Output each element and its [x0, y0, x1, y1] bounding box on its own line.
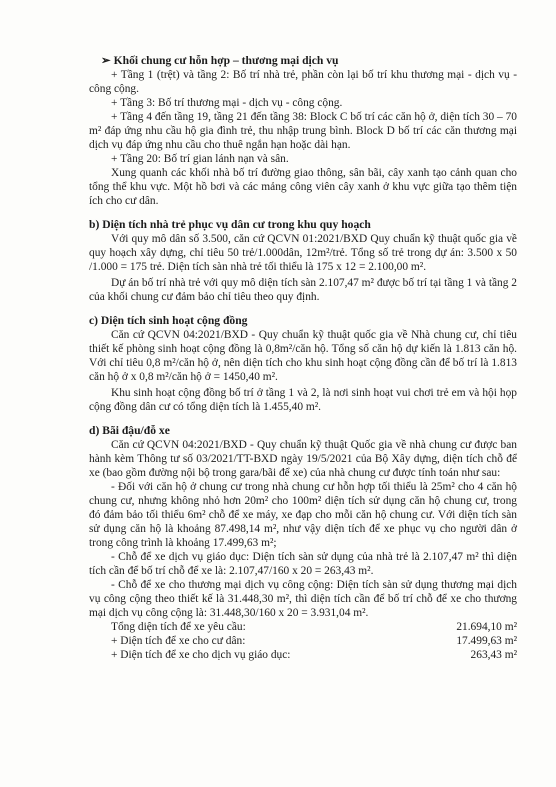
- total-row-required: [89, 620, 517, 634]
- block-item-2: + Tầng 3: Bố trí thương mại - dịch vụ - công cộng.: [111, 97, 343, 109]
- section-c-title: c) Diện tích sinh hoạt cộng đồng: [89, 314, 248, 327]
- section-c-paragraph-2: Khu sinh hoạt cộng đồng bố trí ở tầng 1 và 2, là nơi sinh hoạt vui chơi trẻ em và hội họp cộng đồng dân cư có tổng diện tích là 1.455,40 m².: [89, 387, 517, 413]
- section-b-paragraph-2: Dự án bố trí nhà trẻ với quy mô diện tích sàn 2.107,47 m² được bố trí tại tầng 1 và tầng 2 của khối chung cư đảm bảo chỉ tiêu theo quy định.: [89, 277, 517, 303]
- section-d-paragraph-3: - Chỗ để xe dịch vụ giáo dục: Diện tích sàn sử dụng của nhà trẻ là 2.107,47 m² thì diện tích cần để bố trí chỗ để xe là: 2.107,47/160 x 20 = 263,43 m².: [89, 551, 517, 577]
- block-item-4: + Tầng 20: Bố trí gian lánh nạn và sân.: [111, 153, 289, 165]
- section-d-paragraph-1: Căn cứ QCVN 04:2021/BXD - Quy chuẩn kỹ thuật Quốc gia về nhà chung cư được ban hành kèm Thông tư số 03/2021/TT-BXD ngày 19/5/2021 của Bộ Xây dựng, diện tích chỗ để xe (bao gồm đường nội bộ trong gara/bãi để xe) của nhà chung cư được tính toán như sau:: [89, 439, 517, 479]
- total-value: 263,43 m²: [470, 649, 517, 661]
- total-row-education: [89, 648, 517, 662]
- total-value: 17.499,63 m²: [456, 635, 517, 647]
- total-label: + Diện tích để xe cho dịch vụ giáo dục:: [111, 649, 291, 661]
- total-row-residents: [89, 634, 517, 648]
- section-d-title: d) Bãi đậu/đỗ xe: [89, 424, 170, 437]
- total-label: + Diện tích để xe cho cư dân:: [111, 635, 246, 647]
- total-value: 21.694,10 m²: [456, 621, 517, 633]
- section-d-paragraph-4: - Chỗ để xe cho thương mại dịch vụ công cộng: Diện tích sàn sử dụng thương mại dịch vụ công cộng theo thiết kế là 31.448,30 m², thì diện tích cần để bố trí chỗ để xe cho thương mại dịch vụ công cộng là: 31.448,30/160 x 20 = 3.931,04 m².: [89, 579, 517, 619]
- block-item-3: + Tầng 4 đến tầng 19, tầng 21 đến tầng 38: Block C bố trí các căn hộ ở, diện tích 30 – 70 m² đáp ứng nhu cầu hộ gia đình trẻ, thu nhập trung bình. Block D bố trí các căn thương mại dịch vụ đáp ứng nhu cầu cho thuê ngắn hạn hoặc dài hạn.: [89, 111, 517, 151]
- document-body: [89, 54, 517, 662]
- section-b-title: b) Diện tích nhà trẻ phục vụ dân cư trong khu quy hoạch: [89, 218, 371, 231]
- block-item-1: + Tầng 1 (trệt) và tầng 2: Bố trí nhà trẻ, phần còn lại bố trí khu thương mại - dịch vụ - công cộng.: [89, 69, 517, 95]
- total-label: Tổng diện tích để xe yêu cầu:: [111, 621, 246, 633]
- section-d-paragraph-2: - Đối với căn hộ ở chung cư trong nhà chung cư hỗn hợp tối thiểu là 25m² cho 4 căn hộ chung cư, nhưng không nhỏ hơn 20m² cho 100m² diện tích sử dụng căn hộ chung cư, trong đó đảm bảo tối thiểu 6m² chỗ để xe máy, xe đạp cho mỗi căn hộ chung cư. Với diện tích sàn sử dụng căn hộ là khoảng 87.498,14 m², như vậy diện tích để xe phục vụ cho người dân ở trong công trình là khoảng 17.499,63 m²;: [89, 481, 517, 549]
- block-title: ➢ Khối chung cư hỗn hợp – thương mại dịch vụ: [101, 54, 339, 67]
- block-note: Xung quanh các khối nhà bố trí đường giao thông, sân bãi, cây xanh tạo cảnh quan cho tổng thể khu vực. Một hồ bơi và các mảng công viên cây xanh ở khu vực giữa tạo thêm tiện ích cho cư dân.: [89, 167, 517, 207]
- section-c-paragraph-1: Căn cứ QCVN 04:2021/BXD - Quy chuẩn kỹ thuật quốc gia về Nhà chung cư, chỉ tiêu thiết kế phòng sinh hoạt cộng đồng là 0,8m²/căn hộ. Tổng số căn hộ dự kiến là 1.813 căn hộ. Với chỉ tiêu 0,8 m²/căn hộ ở, nên diện tích cho khu sinh hoạt cộng đồng cần để bố trí là 1.813 căn hộ ở x 0,8 m²/căn hộ ở = 1450,40 m².: [89, 329, 517, 383]
- section-b-paragraph-1: Với quy mô dân số 3.500, căn cứ QCVN 01:2021/BXD Quy chuẩn kỹ thuật quốc gia về quy hoạch xây dựng, chỉ tiêu 50 trẻ/1.000dân, 12m²/trẻ. Tổng số trẻ trong dự án: 3.500 x 50 /1.000 = 175 trẻ. Diện tích sàn nhà trẻ tối thiểu là 175 x 12 = 2.100,00 m².: [89, 233, 517, 273]
